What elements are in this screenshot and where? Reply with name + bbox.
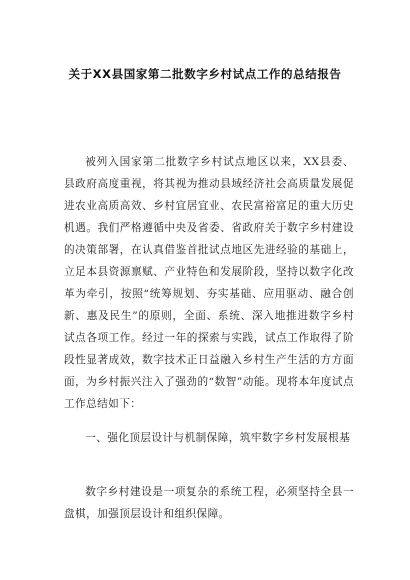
- intro-paragraph: 被列入国家第二批数字乡村试点地区以来，XX县委、县政府高度重视，将其视为推动县域经济社会高质量发展促进农业高质高效、乡村宜居宜业、农民富裕富足的重大历史机遇。我们严格遵循中央及省委、省政府关于数字乡村建设的决策部署，在认真借鉴首批试点地区先进经验的基础上，立足本县资源禀赋、产业特色和发展阶段，坚持以数字化改革为牵引，按照“统筹规划、夯实基础、应用驱动、融合创新、惠及民生”的原则，全面、系统、深入地推进数字乡村试点各项工作。经过一年的探索与实践，试点工作取得了阶段性显著成效，数字技术正日益融入乡村生产生活的方方面面，为乡村振兴注入了强劲的“数智”动能。现将本年度试点工作总结如下：: [64, 155, 354, 410]
- document-title: 关于XX县国家第二批数字乡村试点工作的总结报告: [68, 67, 342, 81]
- section-1-paragraph: 数字乡村建设是一项复杂的系统工程，必须坚持全县一盘棋，加强顶层设计和组织保障。: [64, 485, 354, 520]
- section-heading-1: 一、强化顶层设计与机制保障，筑牢数字乡村发展根基: [85, 432, 351, 444]
